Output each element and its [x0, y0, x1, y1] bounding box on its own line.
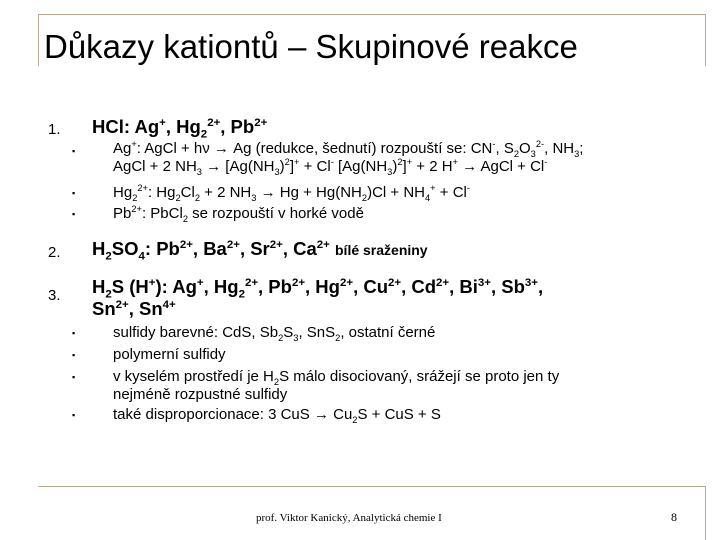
slide-title: Důkazy kationtů – Skupinové reakce	[44, 28, 578, 65]
section-3-item-2: polymerní sulfidy	[113, 346, 226, 363]
section-1-number: 1.	[48, 121, 61, 138]
section-2-number: 2.	[48, 244, 61, 261]
footer-line	[38, 486, 706, 487]
section-3-item-4: také disproporcionace: 3 CuS → $Cu_2S$ + CuS + S	[113, 406, 441, 425]
bullet: ▪	[72, 328, 76, 338]
section-1-item-2: $Hg_2^{2+}$: $Hg_2Cl_2 + 2$ $NH_3 \to Hg + Hg(NH_2)Cl + NH_4^+ + Cl^-$	[113, 183, 470, 203]
footer-divider	[705, 486, 706, 540]
bullet: ▪	[72, 146, 76, 156]
section-2-heading: $H_2SO_4$: $Pb^{2+}$, $Ba^{2+}$, $Sr^{2+}$, $Ca^{2+}$ bílé sraženiny	[92, 238, 428, 263]
bullet: ▪	[72, 209, 76, 219]
section-3-item-1: sulfidy barevné: CdS, $Sb_2S_3$, SnS$_2$, ostatní černé	[113, 324, 436, 343]
section-3-number: 3.	[48, 287, 61, 304]
bullet: ▪	[72, 372, 76, 382]
section-3-item-3: v kyselém prostředí je $H_2S$ málo disociovaný, srážejí se proto jen ty nejméně rozpustné sulfidy	[113, 368, 560, 403]
bullet: ▪	[72, 350, 76, 360]
slide-frame-top	[38, 14, 706, 15]
section-1-item-3: $Pb^{2+}$: PbCl$_2$ se rozpouští v horké vodě	[113, 204, 364, 224]
page-number: 8	[671, 510, 677, 524]
bullet: ▪	[72, 188, 76, 198]
bullet: ▪	[72, 410, 76, 420]
slide-frame-right	[705, 14, 706, 66]
footer-author: prof. Viktor Kanický, Analytická chemie I	[256, 512, 442, 524]
section-1-heading: HCl: Ag+, $Hg_2^{2+}$, $Pb^{2+}$	[92, 116, 268, 141]
section-1-item-1: Ag+: AgCl + hν → Ag (redukce, šednutí) rozpouští se: CN-, $S_2O_3^{2-}$, $NH_3$; AgCl + 2 $NH_3 \to [Ag(NH_3)^2]^+ + Cl^-$ $[Ag(NH_3)^2]^+ + 2$ H+ → AgCl + Cl-	[113, 139, 584, 177]
section-3-heading: $H_2S$ (H+): Ag+, $Hg_2^{2+}$, $Pb^{2+}$, $Hg^{2+}$, $Cu^{2+}$, $Cd^{2+}$, $Bi^{3+}$, $Sb^{3+}$, $Sn^{2+}$, $Sn^{4+}$	[92, 276, 544, 319]
slide-frame-left	[38, 14, 39, 66]
